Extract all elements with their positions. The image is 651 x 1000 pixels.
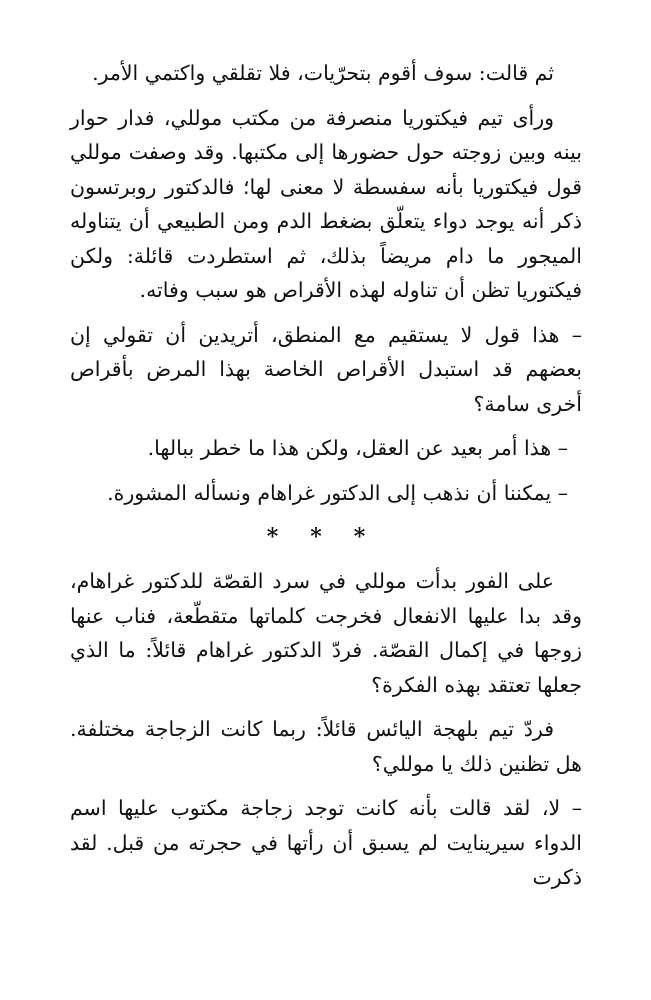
paragraph-4: فردّ تيم بلهجة اليائس قائلاً: ربما كانت الزجاجة مختلفة. هل تظنين ذلك يا موللي؟ bbox=[70, 717, 582, 776]
paragraph-2: ورأى تيم فيكتوريا منصرفة من مكتب موللي، فدار حوار بينه وبين زوجته حول حضورها إلى مكتبها. وقد وصفت موللي قول فيكتوريا بأنه سفسطة لا معنى لها؛ فالدكتور روبرتسون ذكر أنه يوجد دواء يتعلّق بضغط الدم ومن الطبيعي أن يتناوله الميجور ما دام مريضاً بذلك، ثم استطردت قائلة: ولكن فيكتوريا تظن أن تناوله لهذه الأقراص هو سبب وفاته. bbox=[70, 105, 582, 302]
section-separator bbox=[70, 520, 582, 554]
dialog-line-4: – لا، لقد قالت بأنه كانت توجد زجاجة مكتوب عليها اسم الدواء سيرينايت لم يسبق أن رأتها في حجرته من قبل. لقد ذكرت bbox=[70, 796, 582, 889]
dialog-line-3: – يمكننا أن نذهب إلى الدكتور غراهام ونسأله المشورة. bbox=[107, 480, 568, 505]
dialog-line-2: – هذا أمر بعيد عن العقل، ولكن هذا ما خطر ببالها. bbox=[147, 436, 568, 460]
paragraph-3: على الفور بدأت موللي في سرد القصّة للدكتور غراهام، وقد بدا عليها الانفعال فخرجت كلماتها متقطّعة، فناب عنها زوجها في إكمال القصّة. فردّ الدكتور غراهام قائلاً: ما الذي جعلها تعتقد بهذه الفكرة؟ bbox=[70, 569, 582, 697]
separator-asterisk: * bbox=[266, 524, 299, 550]
dialog-line-1: – هذا قول لا يستقيم مع المنطق، أتريدين أن تقولي إن بعضهم قد استبدل الأقراص الخاصة بهذا المرض بأقراص أخرى سامة؟ bbox=[70, 322, 582, 416]
book-page bbox=[70, 56, 582, 905]
separator-asterisk: * bbox=[310, 524, 342, 550]
paragraph-1: ثم قالت: سوف أقوم بتحرّيات، فلا تقلقي واكتمي الأمر. bbox=[92, 61, 554, 85]
separator-asterisk: * bbox=[353, 524, 386, 550]
